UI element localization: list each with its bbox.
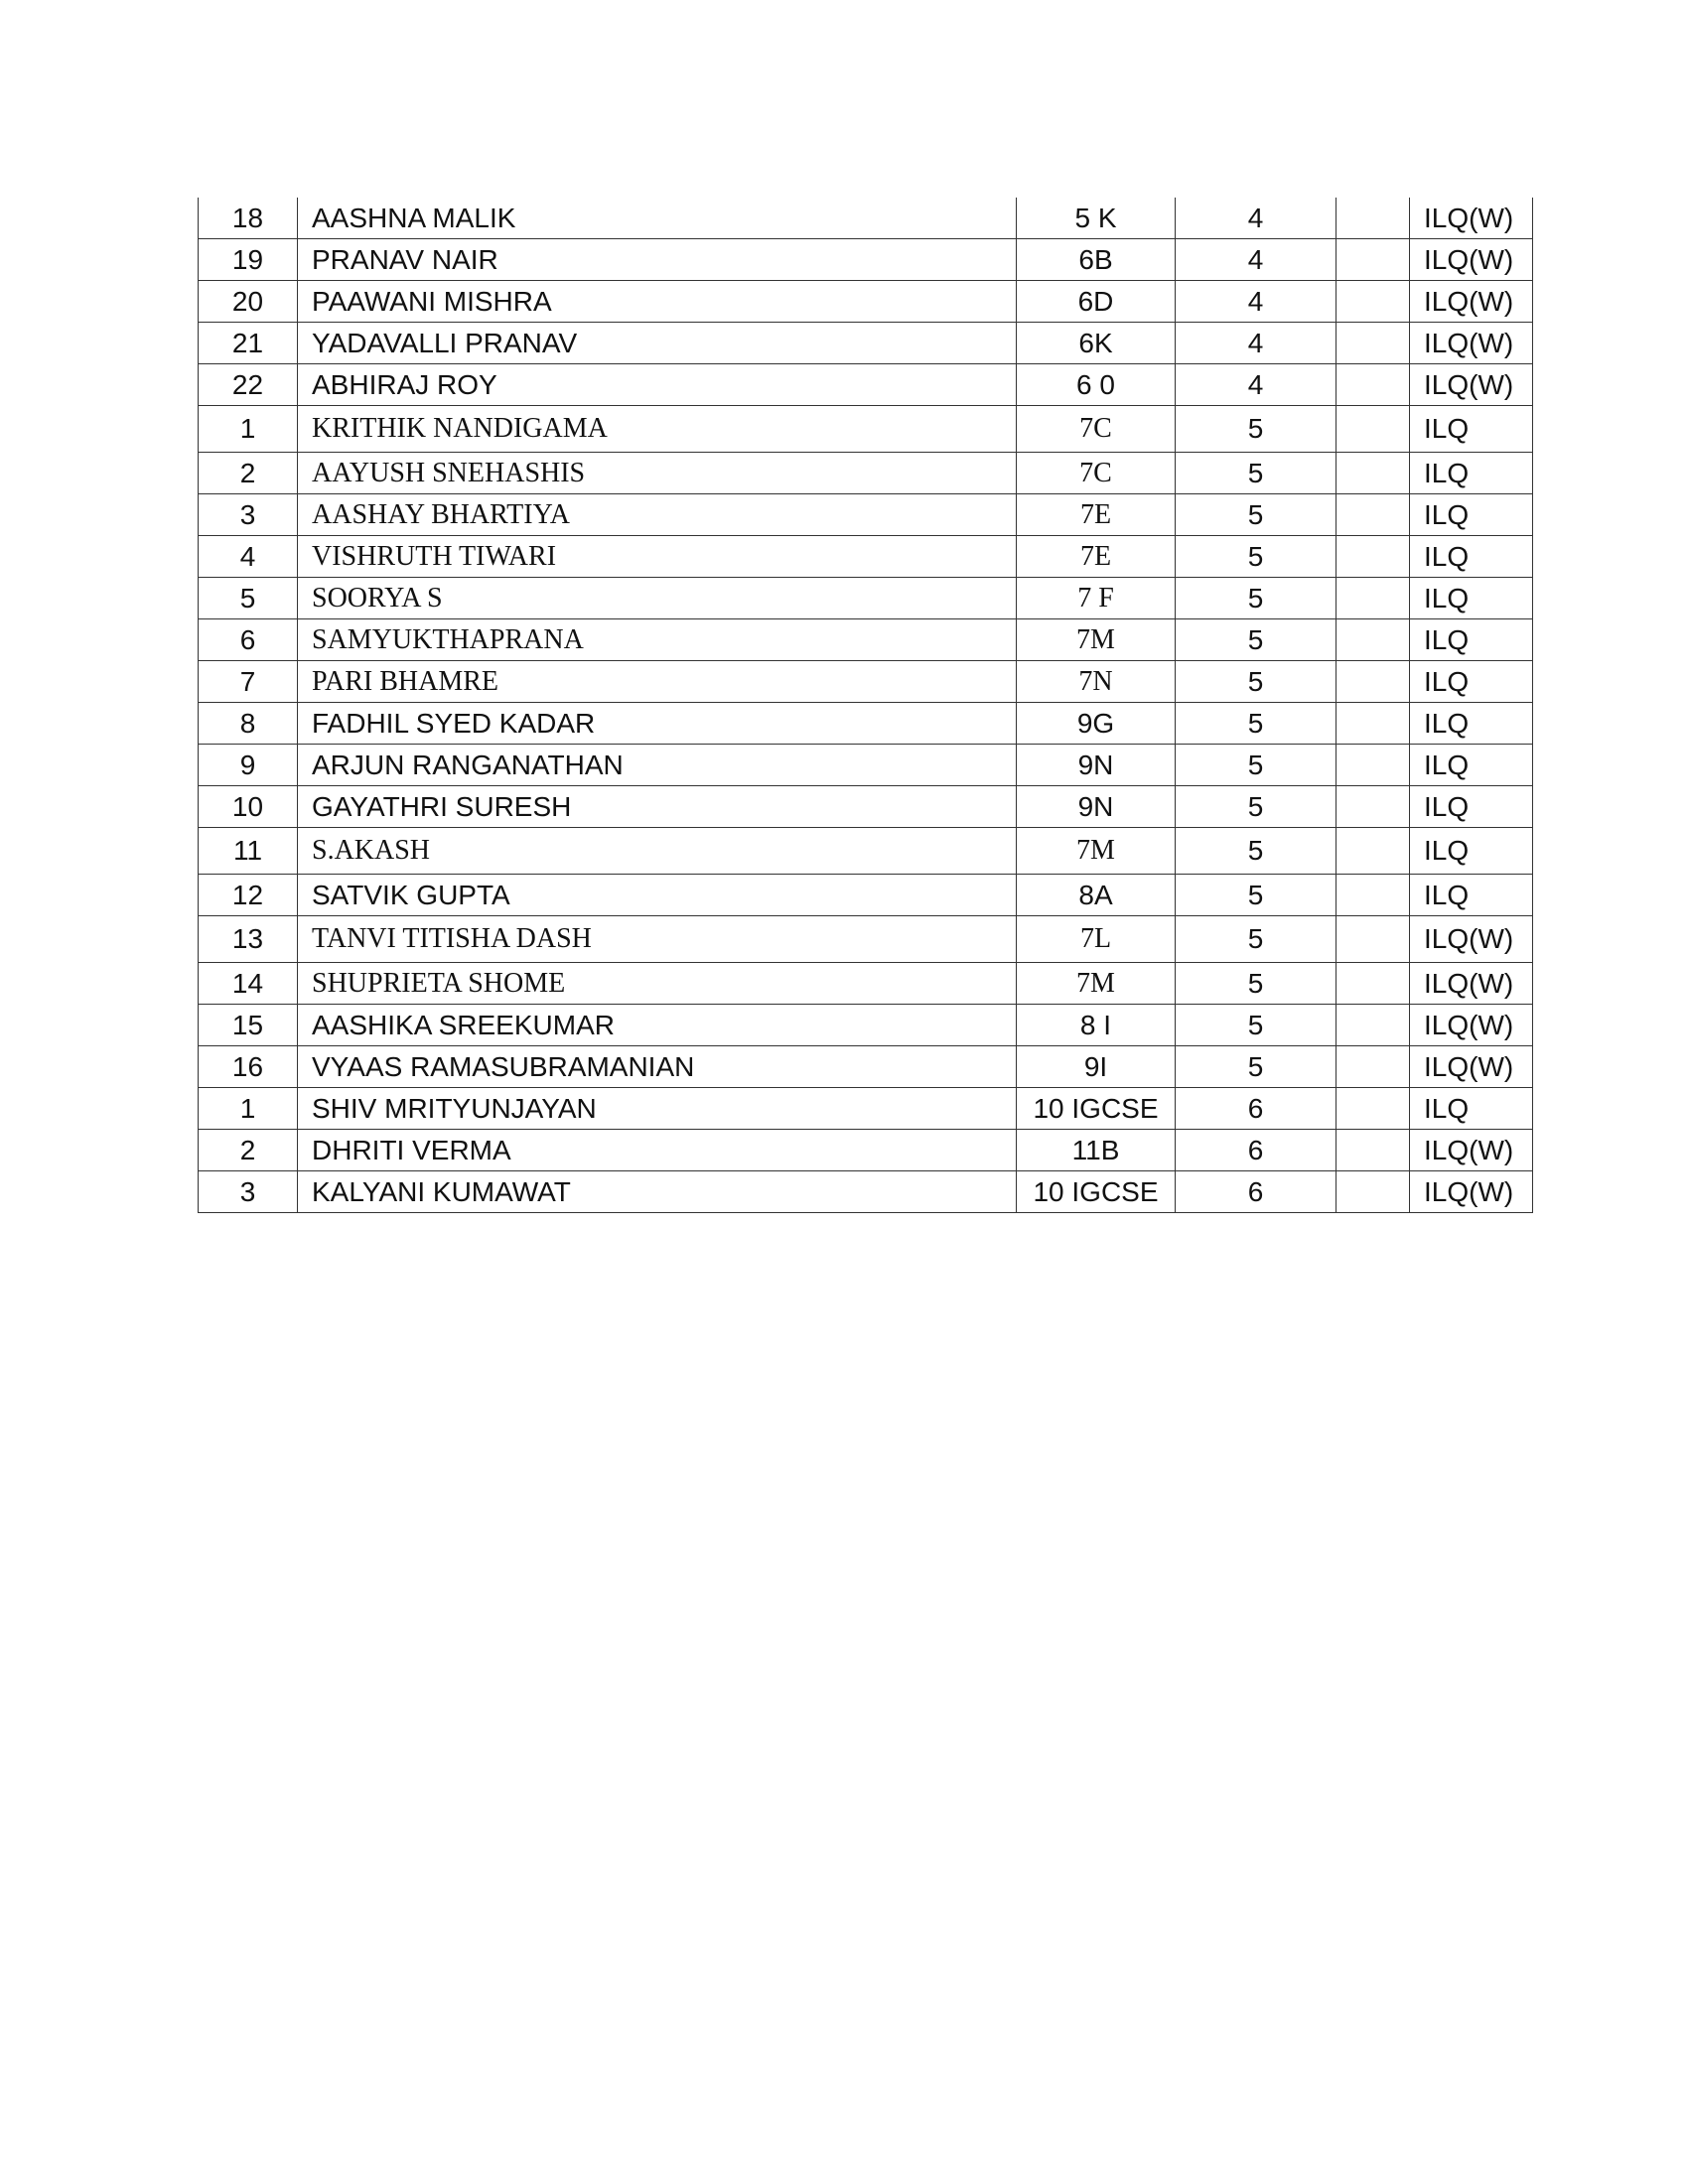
roster-body <box>199 198 1533 1213</box>
level-cell: 5 <box>1176 1046 1336 1088</box>
category-cell: ILQ(W) <box>1410 364 1533 406</box>
serial-number-cell: 19 <box>199 239 298 281</box>
serial-number-cell: 12 <box>199 875 298 916</box>
serial-number-cell: 2 <box>199 453 298 494</box>
category-cell: ILQ <box>1410 875 1533 916</box>
student-name-cell: S.AKASH <box>298 828 1017 875</box>
empty-cell <box>1336 1130 1410 1171</box>
empty-cell <box>1336 828 1410 875</box>
student-name-cell: PAAWANI MISHRA <box>298 281 1017 323</box>
level-cell: 5 <box>1176 828 1336 875</box>
student-name-cell: PRANAV NAIR <box>298 239 1017 281</box>
student-name-cell: VYAAS RAMASUBRAMANIAN <box>298 1046 1017 1088</box>
table-row <box>199 239 1533 281</box>
class-cell: 11B <box>1017 1130 1176 1171</box>
serial-number-cell: 15 <box>199 1005 298 1046</box>
serial-number-cell: 10 <box>199 786 298 828</box>
student-name-cell: AASHIKA SREEKUMAR <box>298 1005 1017 1046</box>
class-cell: 9N <box>1017 786 1176 828</box>
class-cell: 10 IGCSE <box>1017 1088 1176 1130</box>
serial-number-cell: 5 <box>199 578 298 619</box>
table-row <box>199 494 1533 536</box>
category-cell: ILQ(W) <box>1410 1046 1533 1088</box>
category-cell: ILQ(W) <box>1410 1005 1533 1046</box>
category-cell: ILQ <box>1410 453 1533 494</box>
class-cell: 9N <box>1017 745 1176 786</box>
class-cell: 9I <box>1017 1046 1176 1088</box>
level-cell: 5 <box>1176 963 1336 1005</box>
category-cell: ILQ(W) <box>1410 239 1533 281</box>
table-row <box>199 1088 1533 1130</box>
table-row <box>199 745 1533 786</box>
class-cell: 7M <box>1017 619 1176 661</box>
student-name-cell: SHUPRIETA SHOME <box>298 963 1017 1005</box>
empty-cell <box>1336 619 1410 661</box>
class-cell: 7E <box>1017 536 1176 578</box>
serial-number-cell: 18 <box>199 198 298 239</box>
level-cell: 6 <box>1176 1088 1336 1130</box>
category-cell: ILQ(W) <box>1410 198 1533 239</box>
serial-number-cell: 11 <box>199 828 298 875</box>
class-cell: 6D <box>1017 281 1176 323</box>
level-cell: 4 <box>1176 323 1336 364</box>
table-row <box>199 364 1533 406</box>
table-row <box>199 281 1533 323</box>
level-cell: 5 <box>1176 619 1336 661</box>
class-cell: 7 F <box>1017 578 1176 619</box>
category-cell: ILQ(W) <box>1410 963 1533 1005</box>
level-cell: 5 <box>1176 536 1336 578</box>
student-name-cell: SOORYA S <box>298 578 1017 619</box>
empty-cell <box>1336 1171 1410 1213</box>
table-row <box>199 916 1533 963</box>
student-name-cell: SHIV MRITYUNJAYAN <box>298 1088 1017 1130</box>
class-cell: 5 K <box>1017 198 1176 239</box>
student-name-cell: PARI BHAMRE <box>298 661 1017 703</box>
level-cell: 6 <box>1176 1171 1336 1213</box>
class-cell: 6B <box>1017 239 1176 281</box>
class-cell: 9G <box>1017 703 1176 745</box>
level-cell: 4 <box>1176 281 1336 323</box>
table-row <box>199 828 1533 875</box>
serial-number-cell: 7 <box>199 661 298 703</box>
category-cell: ILQ <box>1410 536 1533 578</box>
level-cell: 5 <box>1176 578 1336 619</box>
empty-cell <box>1336 578 1410 619</box>
table-row <box>199 703 1533 745</box>
empty-cell <box>1336 239 1410 281</box>
category-cell: ILQ(W) <box>1410 323 1533 364</box>
empty-cell <box>1336 1005 1410 1046</box>
serial-number-cell: 21 <box>199 323 298 364</box>
serial-number-cell: 16 <box>199 1046 298 1088</box>
empty-cell <box>1336 494 1410 536</box>
table-row <box>199 1171 1533 1213</box>
empty-cell <box>1336 198 1410 239</box>
student-name-cell: KRITHIK NANDIGAMA <box>298 406 1017 453</box>
table-row <box>199 1046 1533 1088</box>
class-cell: 10 IGCSE <box>1017 1171 1176 1213</box>
level-cell: 4 <box>1176 198 1336 239</box>
class-cell: 7M <box>1017 963 1176 1005</box>
serial-number-cell: 14 <box>199 963 298 1005</box>
table-row <box>199 198 1533 239</box>
serial-number-cell: 22 <box>199 364 298 406</box>
student-name-cell: VISHRUTH TIWARI <box>298 536 1017 578</box>
class-cell: 6K <box>1017 323 1176 364</box>
empty-cell <box>1336 1046 1410 1088</box>
empty-cell <box>1336 963 1410 1005</box>
level-cell: 4 <box>1176 239 1336 281</box>
student-name-cell: ABHIRAJ ROY <box>298 364 1017 406</box>
empty-cell <box>1336 323 1410 364</box>
empty-cell <box>1336 453 1410 494</box>
empty-cell <box>1336 1088 1410 1130</box>
table-row <box>199 619 1533 661</box>
student-name-cell: TANVI TITISHA DASH <box>298 916 1017 963</box>
category-cell: ILQ(W) <box>1410 916 1533 963</box>
serial-number-cell: 4 <box>199 536 298 578</box>
student-name-cell: FADHIL SYED KADAR <box>298 703 1017 745</box>
student-roster-table <box>198 198 1533 1213</box>
category-cell: ILQ <box>1410 661 1533 703</box>
category-cell: ILQ <box>1410 406 1533 453</box>
table-row <box>199 453 1533 494</box>
student-name-cell: KALYANI KUMAWAT <box>298 1171 1017 1213</box>
category-cell: ILQ <box>1410 578 1533 619</box>
category-cell: ILQ <box>1410 828 1533 875</box>
level-cell: 5 <box>1176 703 1336 745</box>
serial-number-cell: 20 <box>199 281 298 323</box>
empty-cell <box>1336 536 1410 578</box>
empty-cell <box>1336 661 1410 703</box>
level-cell: 5 <box>1176 494 1336 536</box>
table-row <box>199 661 1533 703</box>
class-cell: 8A <box>1017 875 1176 916</box>
category-cell: ILQ <box>1410 786 1533 828</box>
level-cell: 5 <box>1176 406 1336 453</box>
empty-cell <box>1336 916 1410 963</box>
serial-number-cell: 8 <box>199 703 298 745</box>
class-cell: 6 0 <box>1017 364 1176 406</box>
table-row <box>199 786 1533 828</box>
table-row <box>199 1130 1533 1171</box>
level-cell: 5 <box>1176 661 1336 703</box>
student-name-cell: AAYUSH SNEHASHIS <box>298 453 1017 494</box>
student-name-cell: GAYATHRI SURESH <box>298 786 1017 828</box>
serial-number-cell: 1 <box>199 406 298 453</box>
category-cell: ILQ(W) <box>1410 281 1533 323</box>
level-cell: 5 <box>1176 745 1336 786</box>
level-cell: 5 <box>1176 1005 1336 1046</box>
class-cell: 7E <box>1017 494 1176 536</box>
category-cell: ILQ <box>1410 494 1533 536</box>
empty-cell <box>1336 875 1410 916</box>
student-name-cell: ARJUN RANGANATHAN <box>298 745 1017 786</box>
empty-cell <box>1336 406 1410 453</box>
student-name-cell: SAMYUKTHAPRANA <box>298 619 1017 661</box>
serial-number-cell: 1 <box>199 1088 298 1130</box>
empty-cell <box>1336 703 1410 745</box>
table-row <box>199 536 1533 578</box>
level-cell: 5 <box>1176 453 1336 494</box>
student-name-cell: YADAVALLI PRANAV <box>298 323 1017 364</box>
class-cell: 8 I <box>1017 1005 1176 1046</box>
class-cell: 7C <box>1017 406 1176 453</box>
category-cell: ILQ(W) <box>1410 1171 1533 1213</box>
category-cell: ILQ <box>1410 745 1533 786</box>
empty-cell <box>1336 786 1410 828</box>
student-name-cell: AASHNA MALIK <box>298 198 1017 239</box>
empty-cell <box>1336 364 1410 406</box>
serial-number-cell: 3 <box>199 1171 298 1213</box>
empty-cell <box>1336 745 1410 786</box>
table-row <box>199 875 1533 916</box>
level-cell: 6 <box>1176 1130 1336 1171</box>
class-cell: 7C <box>1017 453 1176 494</box>
student-name-cell: AASHAY BHARTIYA <box>298 494 1017 536</box>
category-cell: ILQ <box>1410 703 1533 745</box>
student-name-cell: DHRITI VERMA <box>298 1130 1017 1171</box>
table-row <box>199 578 1533 619</box>
class-cell: 7N <box>1017 661 1176 703</box>
serial-number-cell: 13 <box>199 916 298 963</box>
table-row <box>199 406 1533 453</box>
serial-number-cell: 3 <box>199 494 298 536</box>
category-cell: ILQ <box>1410 619 1533 661</box>
class-cell: 7M <box>1017 828 1176 875</box>
category-cell: ILQ(W) <box>1410 1130 1533 1171</box>
level-cell: 5 <box>1176 786 1336 828</box>
class-cell: 7L <box>1017 916 1176 963</box>
empty-cell <box>1336 281 1410 323</box>
level-cell: 4 <box>1176 364 1336 406</box>
level-cell: 5 <box>1176 875 1336 916</box>
category-cell: ILQ <box>1410 1088 1533 1130</box>
table-row <box>199 963 1533 1005</box>
serial-number-cell: 9 <box>199 745 298 786</box>
level-cell: 5 <box>1176 916 1336 963</box>
serial-number-cell: 2 <box>199 1130 298 1171</box>
table-row <box>199 323 1533 364</box>
serial-number-cell: 6 <box>199 619 298 661</box>
table-row <box>199 1005 1533 1046</box>
student-name-cell: SATVIK GUPTA <box>298 875 1017 916</box>
